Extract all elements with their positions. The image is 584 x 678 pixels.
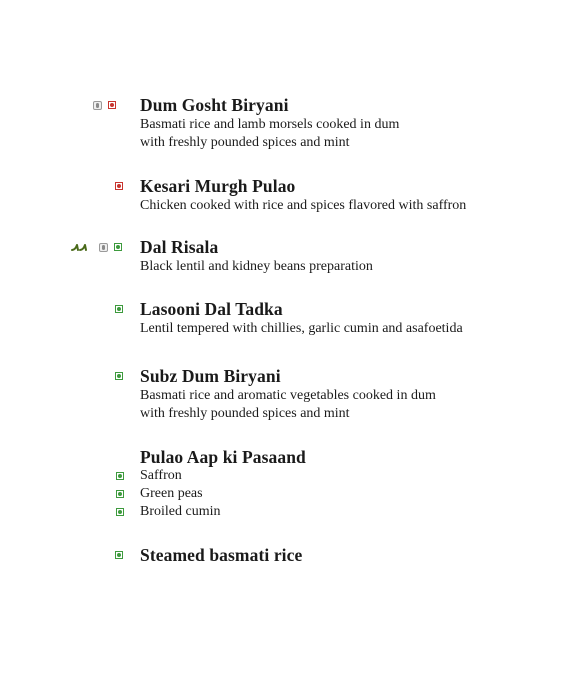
pulao-option bbox=[116, 485, 203, 503]
menu-item-dal-risala bbox=[140, 236, 373, 276]
item-description: Lentil tempered with chillies, garlic cumin and asafoetida bbox=[140, 321, 463, 336]
menu-item-pulao-aap-ki-pasaand bbox=[140, 446, 306, 468]
pulao-option bbox=[116, 503, 221, 521]
veg-icon bbox=[116, 508, 124, 516]
item-markers bbox=[115, 180, 123, 192]
item-title: Dum Gosht Biryani bbox=[140, 95, 289, 115]
item-markers bbox=[93, 99, 116, 111]
item-title: Steamed basmati rice bbox=[140, 545, 303, 565]
item-description: with freshly pounded spices and mint bbox=[140, 135, 350, 150]
item-title: Pulao Aap ki Pasaand bbox=[140, 447, 306, 467]
menu-item-lasooni-dal-tadka bbox=[140, 298, 463, 338]
spicy-icon bbox=[93, 101, 102, 110]
menu-item-kesari-murgh-pulao bbox=[140, 175, 466, 215]
menu-item-dum-gosht-biryani bbox=[140, 94, 399, 152]
item-markers bbox=[115, 549, 123, 561]
item-title: Lasooni Dal Tadka bbox=[140, 299, 283, 319]
item-markers bbox=[115, 370, 123, 382]
menu-item-subz-dum-biryani bbox=[140, 365, 436, 423]
item-description: Chicken cooked with rice and spices flavored with saffron bbox=[140, 198, 467, 213]
veg-icon bbox=[116, 490, 124, 498]
item-markers bbox=[71, 241, 122, 253]
veg-icon bbox=[115, 305, 123, 313]
veg-icon bbox=[114, 243, 122, 251]
item-description: Black lentil and kidney beans preparation bbox=[140, 259, 373, 274]
option-label: Green peas bbox=[140, 486, 203, 501]
item-description: Basmati rice and lamb morsels cooked in dum bbox=[140, 117, 400, 132]
veg-icon bbox=[115, 372, 123, 380]
veg-icon bbox=[116, 472, 124, 480]
item-title: Subz Dum Biryani bbox=[140, 366, 281, 386]
spicy-icon bbox=[99, 243, 108, 252]
non-veg-icon bbox=[115, 182, 123, 190]
pulao-option bbox=[116, 467, 182, 485]
chef-special-icon bbox=[71, 242, 93, 252]
menu-item-steamed-basmati-rice bbox=[140, 544, 302, 566]
veg-icon bbox=[115, 551, 123, 559]
non-veg-icon bbox=[108, 101, 116, 109]
item-title: Dal Risala bbox=[140, 237, 219, 257]
item-description: with freshly pounded spices and mint bbox=[140, 406, 350, 421]
option-label: Broiled cumin bbox=[140, 504, 221, 519]
item-title: Kesari Murgh Pulao bbox=[140, 176, 296, 196]
option-label: Saffron bbox=[140, 468, 182, 483]
item-markers bbox=[115, 303, 123, 315]
item-description: Basmati rice and aromatic vegetables cooked in dum bbox=[140, 388, 436, 403]
